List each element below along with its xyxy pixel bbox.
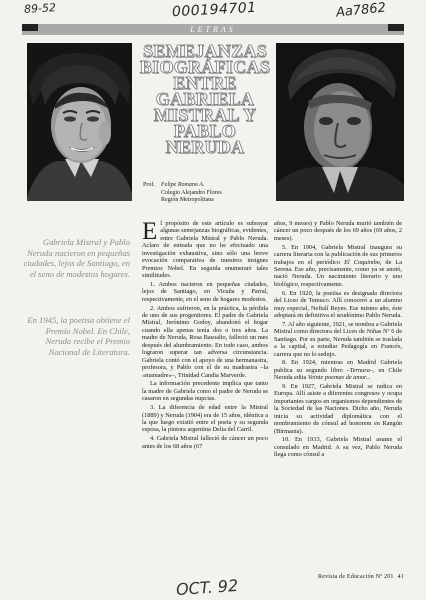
margin-caption-nobel: En 1945, la poetisa obtiene el Premio Nobel. En Chile, Neruda recibe el Premio Nacional de Literatura. bbox=[27, 315, 130, 357]
paragraph-2: 2. Ambos sufrieron, en la práctica, la pérdida de uno de sus progenitores. El padre de Gabriela Mistral, Jerónimo Godoy, abandonó el hogar cuando ella apenas tenía dos o tres años. La madre de Neruda, Rosa Basoalto, falleció un mes después del alumbramiento. En todo caso, ambos lograron superar tan adversa circunstancia. Gabriela contó con el apoyo de una hermanastra, profesora, y Pablo con el de su madrastra –la «mamadre»–, Trinidad Candia Marverde. bbox=[142, 304, 268, 379]
paragraph-5-b: , de La Serena. Ese año, precisamente, como ya se anotó, nació Neruda. Un nacimiento literario y uno biológico, respectivamente. bbox=[274, 258, 402, 288]
handwritten-date: OCT. 92 bbox=[175, 575, 239, 600]
footer-publication: Revista de Educación Nº 201 bbox=[318, 574, 394, 580]
byline-prefix: Prof. bbox=[143, 182, 155, 188]
paragraph-3: 3. La diferencia de edad entre la Mistral (1889) y Neruda (1904) era de 15 años, idéntica a la que luego existió entre el poeta y su segunda esposa, la pintora argentina Delia del Carril. bbox=[142, 404, 268, 434]
article-title-block bbox=[138, 43, 272, 155]
margin-caption-childhood: Gabriela Mistral y Pablo Neruda nacieron en pequeñas ciudades, lejos de Santiago, en el seno de modestos hogares. bbox=[23, 237, 130, 279]
drop-cap: E bbox=[142, 218, 158, 245]
band-corner-right bbox=[388, 24, 404, 31]
page-number: 41 bbox=[397, 574, 404, 580]
paragraph-6: 6. En 1920, la poetisa es designada directora del Liceo de Temuco. Allí conoceró a un alumno muy especial, Neftalí Reyes. Ese mismo año, éste adoptará en definitiva el seudónimo Pablo Neruda. bbox=[274, 289, 402, 320]
band-corner-left bbox=[22, 24, 38, 31]
paragraph-2-cont: La información precedente implica que tanto la madre de Gabriela como el padre de Neruda se casaron en segundas nupcias. bbox=[142, 380, 268, 403]
handwritten-note-left: 89-52 bbox=[23, 1, 57, 16]
paragraph-7: 7. Al año siguiente, 1921, se nombra a Gabriela Mistral como directora del Liceo de Niñas Nº 6 de Santiago. Por su parte, Neruda también se traslada a la capital, a estudiar Pedagogía en Francés, carrera que no lo sedujo. bbox=[274, 320, 402, 358]
handwritten-catalog-number: 000194701 bbox=[171, 0, 258, 21]
body-column-right bbox=[274, 220, 402, 460]
paragraph-5 bbox=[274, 244, 402, 289]
paragraph-4-cont: años, 9 meses) y Pablo Neruda murió también de cáncer un poco después de los 69 años (69 años, 2 meses). bbox=[274, 220, 402, 242]
handwritten-note-right: Aa7862 bbox=[335, 0, 387, 21]
paragraph-8-title-2: Veinte poemas de amor... bbox=[307, 374, 371, 382]
body-column-left bbox=[142, 220, 268, 451]
paragraph-9: 9. En 1927, Gabriela Mistral se radica en Europa. Allí asiste a diferentes congresos y ocupa importantes cargos en organismos dependientes de la Sociedad de las Naciones. Dicho año, Neruda inicia su actividad diplomática con el nombramiento de cónsul ad honorem en Rangún (Birmania). bbox=[274, 383, 402, 435]
byline-author: Felipe Romano A. bbox=[161, 182, 205, 188]
paragraph-5-a: 5. En 1904, Gabriela Mistral inaugura su carrera literaria con la publicación de sus primeros trabajos en el periódico bbox=[274, 243, 402, 266]
byline bbox=[143, 182, 273, 205]
section-label: LETRAS bbox=[190, 25, 236, 34]
intro-paragraph bbox=[142, 220, 268, 280]
portrait-gabriela-mistral bbox=[27, 43, 132, 201]
page-footer bbox=[274, 574, 404, 580]
paragraph-4: 4. Gabriela Mistral falleció de cáncer un poco antes de los 68 años (67 bbox=[142, 435, 268, 450]
paragraph-8 bbox=[274, 359, 402, 381]
paragraph-8-b: –, en Chile Neruda edita bbox=[274, 366, 402, 382]
byline-region: Región Metropolitana bbox=[161, 197, 214, 204]
paragraph-5-title: El Coquimbo bbox=[344, 258, 380, 266]
byline-school: Colegio Alejandro Flores bbox=[161, 189, 222, 196]
paragraph-8-title-1: Ternura bbox=[349, 366, 370, 374]
paragraph-10: 10. En 1933, Gabriela Mistral asume el consulado en Madrid. A su vez, Pablo Neruda llega como cónsul a bbox=[274, 436, 402, 459]
intro-text: l propósito de este artículo es subrayar algunas semejanzas biográficas, evidentes, entre Gabriela Mistral y Pablo Neruda. Aclaro de entrada que no he efectuado una investigación exhaustiva, sino sólo una breve evocación comparativa de nuestros insignes Premios Nobel. En seguida enumeraré tales similitudes. bbox=[142, 220, 268, 280]
article-title: SEMEJANZAS BIOGRÁFICAS ENTRE GABRIELA MISTRAL Y PABLO NERUDA bbox=[139, 41, 271, 157]
paragraph-1: 1. Ambos nacieron en pequeñas ciudades, lejos de Santiago, en Vicuña y Parral, respectivamente, en el seno de hogares modestos. bbox=[142, 280, 268, 303]
portrait-pablo-neruda bbox=[276, 43, 404, 201]
section-band bbox=[22, 24, 404, 35]
paragraph-8-a: 8. En 1924, mientras en Madrid Gabriela publica su segundo libro – bbox=[274, 359, 402, 374]
